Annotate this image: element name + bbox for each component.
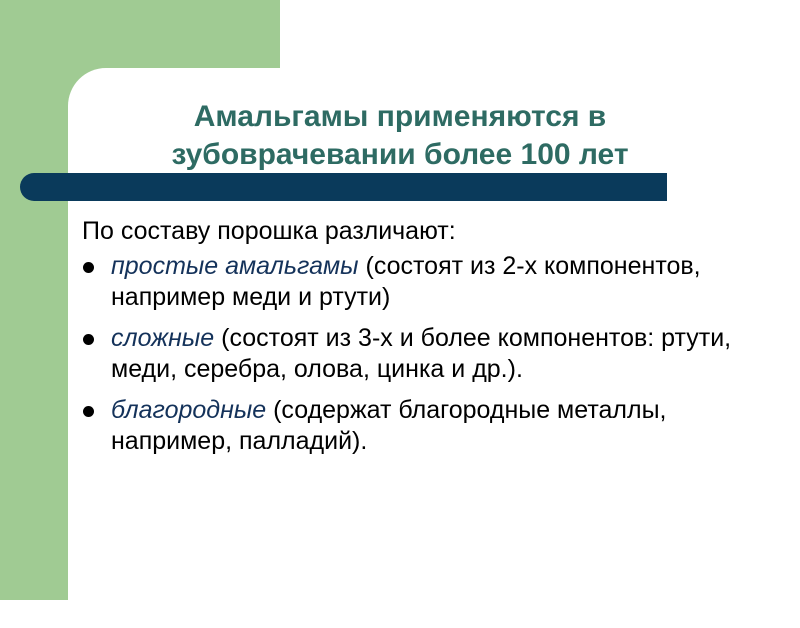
item-term: благородные <box>111 396 267 424</box>
slide-body <box>82 216 782 467</box>
item-description: (состоят из 2-х компонентов, например меди и ртути) <box>111 252 701 311</box>
title-underline-bar <box>20 173 667 201</box>
bullet-icon <box>83 262 94 273</box>
title-line-1: Амальгамы применяются в <box>193 100 607 133</box>
item-description: (состоят из 3-х и более компонентов: ртути, меди, серебра, олова, цинка и др.). <box>111 324 732 383</box>
bullet-list <box>82 251 782 457</box>
slide-title <box>100 98 700 174</box>
item-term: сложные <box>111 324 215 352</box>
item-term: простые амальгамы <box>111 252 359 280</box>
bullet-icon <box>83 334 94 345</box>
title-line-2: зубоврачевании более 100 лет <box>171 138 629 171</box>
list-item <box>82 323 782 385</box>
item-description: (содержат благородные металлы, например, палладий). <box>111 396 667 455</box>
list-item <box>82 395 782 457</box>
intro-text: По составу порошка различают: <box>82 217 456 245</box>
list-item <box>82 251 782 313</box>
bullet-icon <box>83 406 94 417</box>
